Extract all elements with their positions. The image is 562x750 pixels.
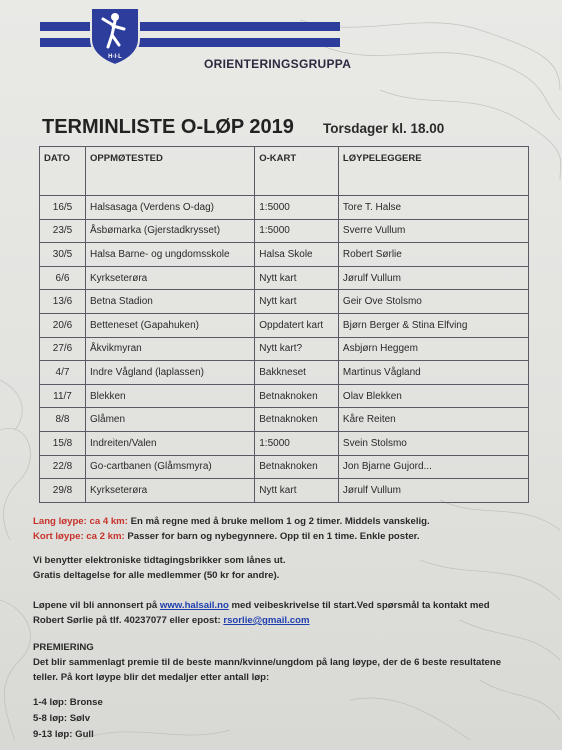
cell-o-kart: Oppdatert kart [255,313,339,337]
table-row [40,266,529,290]
cell-o-kart: Halsa Skole [255,243,339,267]
cell-oppmotested: Kyrkseterøra [86,266,255,290]
cell-oppmotested: Betna Stadion [86,290,255,314]
cell-oppmotested: Halsasaga (Verdens O-dag) [86,196,255,220]
cell-loypeleggere: Geir Ove Stolsmo [338,290,528,314]
lang-loype-label: Lang løype: ca 4 km: [33,516,128,527]
table-row [40,196,529,220]
column-header-loypeleggere: LØYPELEGGERE [338,147,528,196]
kort-loype-text: Passer for barn og nybegynnere. Opp til en 1 time. Enkle poster. [124,531,420,542]
cell-o-kart: Nytt kart [255,479,339,503]
website-link[interactable]: www.halsail.no [159,600,229,611]
cell-loypeleggere: Olav Blekken [338,384,528,408]
kort-loype-line [33,531,420,542]
kontakt-pre: Robert Sørlie på tlf. 40237077 eller epost: [33,615,224,626]
cell-dato: 13/6 [40,290,86,314]
cell-o-kart: Nytt kart? [255,337,339,361]
table-row [40,219,529,243]
column-header-o-kart: O-KART [255,147,339,196]
table-row [40,313,529,337]
cell-dato: 30/5 [40,243,86,267]
cell-dato: 15/8 [40,431,86,455]
cell-loypeleggere: Robert Sørlie [338,243,528,267]
cell-loypeleggere: Martinus Vågland [338,361,528,385]
premiering-heading: PREMIERING [33,642,94,653]
cell-o-kart: 1:5000 [255,431,339,455]
cell-dato: 20/6 [40,313,86,337]
lang-loype-text: En må regne med å bruke mellom 1 og 2 timer. Middels vanskelig. [127,516,430,527]
cell-dato: 4/7 [40,361,86,385]
table-row [40,455,529,479]
lang-loype-line [33,516,430,527]
cell-oppmotested: Indre Vågland (laplassen) [86,361,255,385]
cell-loypeleggere: Jørulf Vullum [338,266,528,290]
cell-dato: 8/8 [40,408,86,432]
cell-loypeleggere: Tore T. Halse [338,196,528,220]
org-name: ORIENTERINGSGRUPPA [204,57,352,71]
annonse-pre: Løpene vil bli annonsert på [33,600,160,611]
annonse-post: med veibeskrivelse til start.Ved spørsmål ta kontakt med [228,600,490,611]
kort-loype-label: Kort løype: ca 2 km: [33,531,125,542]
premie-line-1: Det blir sammenlagt premie til de beste mann/kvinne/ungdom på lang løype, der de 6 beste resultatene [33,657,502,668]
table-row [40,384,529,408]
cell-o-kart: Betnaknoken [255,384,339,408]
table-row [40,408,529,432]
column-header-oppmotested: OPPMØTESTED [86,147,255,196]
gratis-text: Gratis deltagelse for alle medlemmer (50 kr for andre). [33,570,280,581]
cell-dato: 16/5 [40,196,86,220]
table-row [40,337,529,361]
cell-loypeleggere: Sverre Vullum [338,219,528,243]
cell-loypeleggere: Bjørn Berger & Stina Elfving [338,313,528,337]
annonse-line [33,600,490,611]
cell-o-kart: Bakkneset [255,361,339,385]
cell-oppmotested: Halsa Barne- og ungdomsskole [86,243,255,267]
cell-loypeleggere: Kåre Reiten [338,408,528,432]
cell-o-kart: Betnaknoken [255,455,339,479]
cell-dato: 29/8 [40,479,86,503]
cell-dato: 23/5 [40,219,86,243]
cell-oppmotested: Go-cartbanen (Glåmsmyra) [86,455,255,479]
cell-loypeleggere: Asbjørn Heggem [338,337,528,361]
cell-oppmotested: Betteneset (Gapahuken) [86,313,255,337]
schedule-table [39,146,529,503]
cell-dato: 27/6 [40,337,86,361]
cell-oppmotested: Kyrkseterøra [86,479,255,503]
table-row [40,243,529,267]
cell-dato: 6/6 [40,266,86,290]
table-row [40,361,529,385]
logo-stripe-middle [40,38,340,47]
cell-oppmotested: Åsbømarka (Gjerstadkrysset) [86,219,255,243]
cell-loypeleggere: Jon Bjarne Gujord... [338,455,528,479]
logo-text: H·I·L [108,54,122,60]
club-logo-icon [88,5,142,67]
table-row [40,479,529,503]
page-title: TERMINLISTE O-LØP 2019 [42,116,294,138]
logo-stripe-top [40,22,340,31]
medal-bronse: 1-4 løp: Bronse [33,697,103,708]
cell-o-kart: 1:5000 [255,219,339,243]
table-row [40,290,529,314]
cell-oppmotested: Indreiten/Valen [86,431,255,455]
table-row [40,431,529,455]
medal-gull: 9-13 løp: Gull [33,729,94,740]
cell-o-kart: Nytt kart [255,290,339,314]
cell-loypeleggere: Svein Stolsmo [338,431,528,455]
cell-o-kart: Betnaknoken [255,408,339,432]
table-header-row [40,147,529,196]
medal-solv: 5-8 løp: Sølv [33,713,91,724]
cell-dato: 22/8 [40,455,86,479]
premie-line-2: teller. På kort løype blir det medaljer etter antall løp: [33,672,270,683]
cell-oppmotested: Åkvikmyran [86,337,255,361]
page-subtitle: Torsdager kl. 18.00 [323,121,445,136]
cell-loypeleggere: Jørulf Vullum [338,479,528,503]
cell-dato: 11/7 [40,384,86,408]
email-link[interactable]: rsorlie@gmail.com [223,615,310,626]
column-header-dato: DATO [40,147,86,196]
brikker-text: Vi benytter elektroniske tidtagingsbrikker som lånes ut. [33,555,286,566]
cell-oppmotested: Glåmen [86,408,255,432]
cell-o-kart: Nytt kart [255,266,339,290]
cell-oppmotested: Blekken [86,384,255,408]
kontakt-line [33,615,310,626]
cell-o-kart: 1:5000 [255,196,339,220]
